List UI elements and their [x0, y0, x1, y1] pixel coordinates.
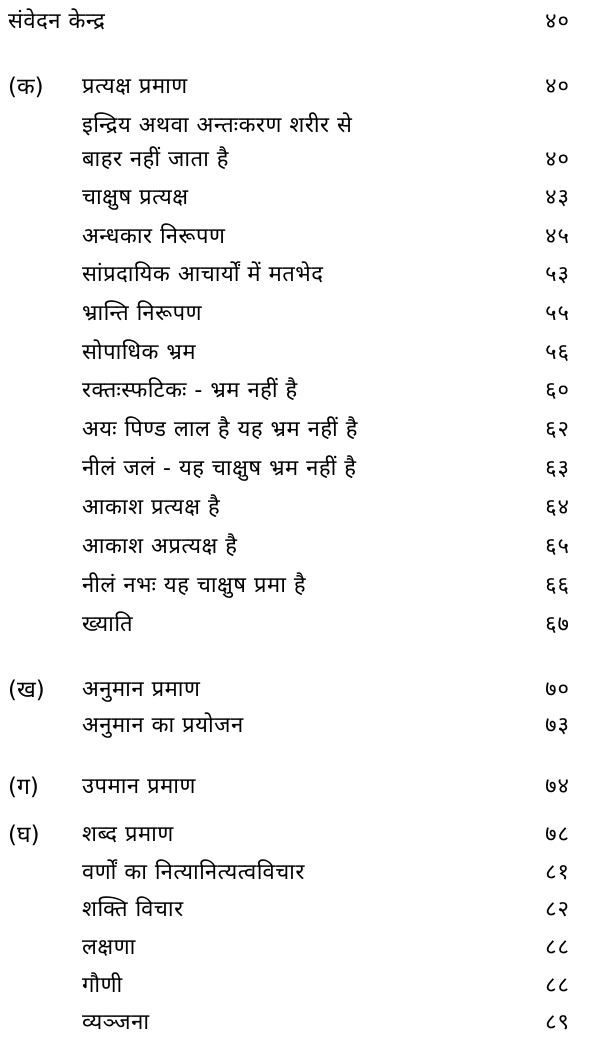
toc-item — [0, 928, 600, 968]
toc-item — [0, 294, 600, 334]
section-title: अनुमान प्रमाण — [82, 677, 201, 702]
toc-item — [0, 853, 600, 893]
item-title: ख्याति — [82, 612, 134, 637]
item-page-number: ६३ — [545, 456, 570, 481]
section-marker: (क) — [8, 74, 44, 100]
section-marker: (ग) — [8, 774, 39, 800]
toc-item — [0, 527, 600, 567]
toc-item — [0, 605, 600, 645]
item-title: नीलं नभः यह चाक्षुष प्रमा है — [82, 573, 307, 598]
section-marker: (ख) — [8, 677, 45, 703]
toc-item — [0, 488, 600, 528]
item-title: चाक्षुष प्रत्यक्ष — [82, 185, 189, 210]
item-title: नीलं जलं - यह चाक्षुष भ्रम नहीं है — [82, 456, 357, 481]
item-page-number: ८८ — [545, 973, 570, 998]
item-page-number: ६७ — [545, 612, 570, 637]
item-title: अन्धकार निरूपण — [82, 224, 226, 249]
section-page-number: ७८ — [545, 822, 570, 847]
section-page-number: ७० — [545, 677, 570, 702]
item-title: लक्षणा — [82, 935, 136, 960]
toc-item — [0, 706, 600, 746]
item-title: गौणी — [82, 973, 123, 998]
section-page-number: ७४ — [545, 774, 570, 799]
item-page-number: ८२ — [545, 897, 570, 922]
toc-item — [0, 890, 600, 930]
toc-item — [0, 333, 600, 373]
item-title: सोपाधिक भ्रम — [82, 340, 197, 365]
item-page-number: ४० — [545, 147, 570, 172]
toc-item — [0, 410, 600, 450]
item-title: व्यञ्जना — [82, 1010, 150, 1035]
item-title: भ्रान्ति निरूपण — [82, 301, 203, 326]
item-page-number: ७३ — [545, 713, 570, 738]
item-title: बाहर नहीं जाता है — [82, 147, 229, 172]
toc-entry-top — [0, 2, 600, 42]
item-title: इन्द्रिय अथवा अन्तःकरण शरीर से — [82, 113, 353, 138]
entry-title: संवेदन केन्द्र — [8, 9, 106, 34]
item-page-number: ६० — [545, 378, 570, 403]
section-title: प्रत्यक्ष प्रमाण — [82, 74, 188, 99]
section-heading-gha — [0, 815, 600, 855]
toc-item — [0, 566, 600, 606]
item-page-number: ६४ — [545, 495, 570, 520]
item-page-number: ६२ — [545, 417, 570, 442]
item-title: आकाश अप्रत्यक्ष है — [82, 534, 238, 559]
toc-item — [0, 371, 600, 411]
toc-item — [0, 217, 600, 257]
toc-item — [0, 966, 600, 1006]
item-page-number: ४३ — [545, 185, 570, 210]
item-title: शक्ति विचार — [82, 897, 184, 922]
toc-item — [0, 449, 600, 489]
item-title: वर्णों का नित्यानित्यत्वविचार — [82, 860, 305, 885]
item-page-number: ५६ — [545, 340, 570, 365]
section-page-number: ४० — [545, 74, 570, 99]
item-page-number: ८१ — [545, 860, 570, 885]
toc-item — [0, 140, 600, 180]
item-page-number: ८९ — [545, 1010, 570, 1035]
item-page-number: ५५ — [545, 301, 570, 326]
toc-item — [0, 178, 600, 218]
item-page-number: ८८ — [545, 935, 570, 960]
section-title: उपमान प्रमाण — [82, 774, 196, 799]
item-title: रक्तःस्फटिकः - भ्रम नहीं है — [82, 378, 298, 403]
item-title: सांप्रदायिक आचार्यों में मतभेद — [82, 262, 324, 287]
section-title: शब्द प्रमाण — [82, 822, 174, 847]
item-title: अयः पिण्ड लाल है यह भ्रम नहीं है — [82, 417, 358, 442]
item-page-number: ६५ — [545, 534, 570, 559]
item-page-number: ६६ — [545, 573, 570, 598]
toc-item — [0, 1003, 600, 1043]
item-title: आकाश प्रत्यक्ष है — [82, 495, 221, 520]
item-page-number: ५३ — [545, 262, 570, 287]
section-heading-ka — [0, 67, 600, 107]
section-heading-ga — [0, 767, 600, 807]
section-heading-kha — [0, 670, 600, 710]
toc-item — [0, 255, 600, 295]
item-title: अनुमान का प्रयोजन — [82, 713, 244, 738]
entry-page-number: ४० — [545, 9, 570, 34]
item-page-number: ४५ — [545, 224, 570, 249]
section-marker: (घ) — [8, 822, 40, 848]
